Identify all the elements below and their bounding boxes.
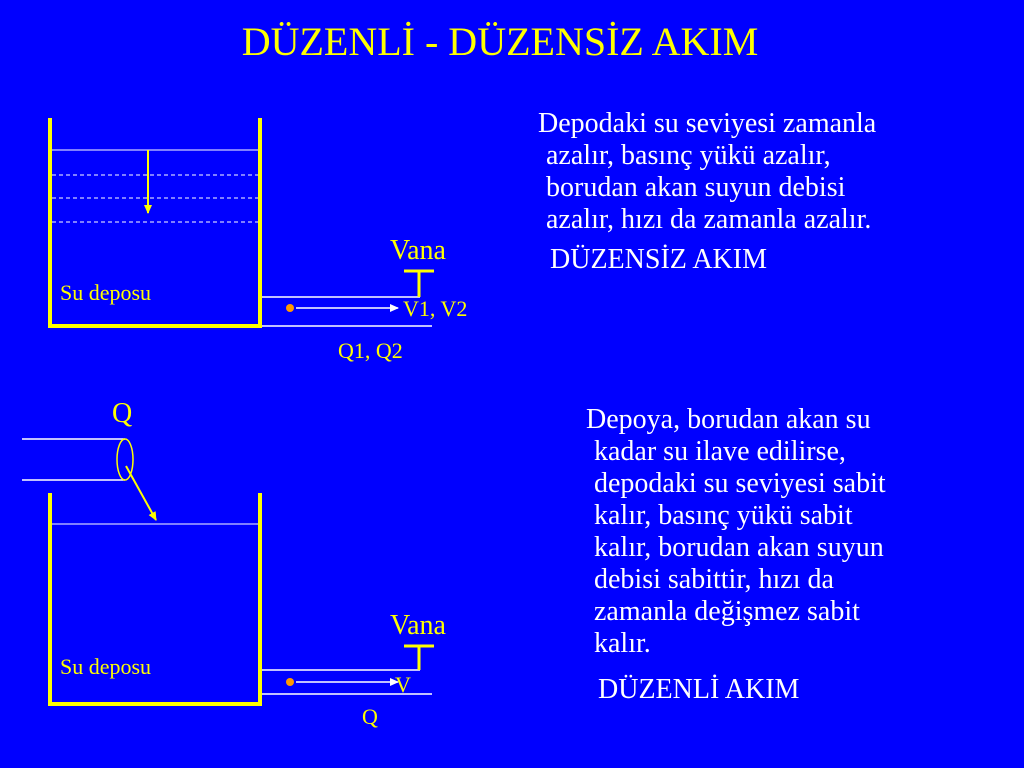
bottom-flow-marker-icon	[286, 678, 294, 686]
bottom-description-line: zamanla değişmez sabit	[594, 596, 860, 627]
bottom-valve-icon	[404, 646, 434, 670]
inflow-label: Q	[112, 398, 133, 429]
inflow-pipe	[22, 439, 133, 480]
top-velocity-label: V1, V2	[403, 296, 468, 321]
bottom-flow-type: DÜZENLİ AKIM	[598, 674, 800, 705]
top-description-line: azalır, basınç yükü azalır,	[546, 140, 831, 171]
inflow-arrow	[126, 466, 156, 520]
top-description	[538, 108, 876, 236]
slide-title: DÜZENLİ - DÜZENSİZ AKIM	[241, 19, 759, 64]
bottom-description-line: kalır, basınç yükü sabit	[594, 500, 853, 531]
bottom-description-line: kalır, borudan akan suyun	[594, 532, 884, 563]
bottom-description-line: Depoya, borudan akan su	[586, 404, 871, 435]
bottom-description-line: kadar su ilave edilirse,	[594, 436, 846, 467]
bottom-description-line: kalır.	[594, 628, 651, 659]
top-flow-type: DÜZENSİZ AKIM	[550, 244, 767, 275]
bottom-description	[586, 404, 886, 660]
bottom-valve-label: Vana	[390, 610, 446, 641]
top-description-line: azalır, hızı da zamanla azalır.	[546, 204, 872, 235]
top-description-line: borudan akan suyun debisi	[546, 172, 846, 203]
bottom-flow-label: Q	[362, 704, 378, 729]
top-flow-marker-icon	[286, 304, 294, 312]
top-valve-label: Vana	[390, 235, 446, 266]
bottom-velocity-label: V	[395, 672, 411, 697]
bottom-tank-label: Su deposu	[60, 654, 152, 679]
top-tank-label: Su deposu	[60, 280, 152, 305]
bottom-description-line: depodaki su seviyesi sabit	[594, 468, 886, 499]
top-water-levels	[52, 150, 258, 222]
top-flow-label: Q1, Q2	[338, 338, 403, 363]
top-description-line: Depodaki su seviyesi zamanla	[538, 108, 877, 139]
bottom-description-line: debisi sabittir, hızı da	[594, 564, 834, 595]
top-valve-icon	[404, 271, 434, 297]
